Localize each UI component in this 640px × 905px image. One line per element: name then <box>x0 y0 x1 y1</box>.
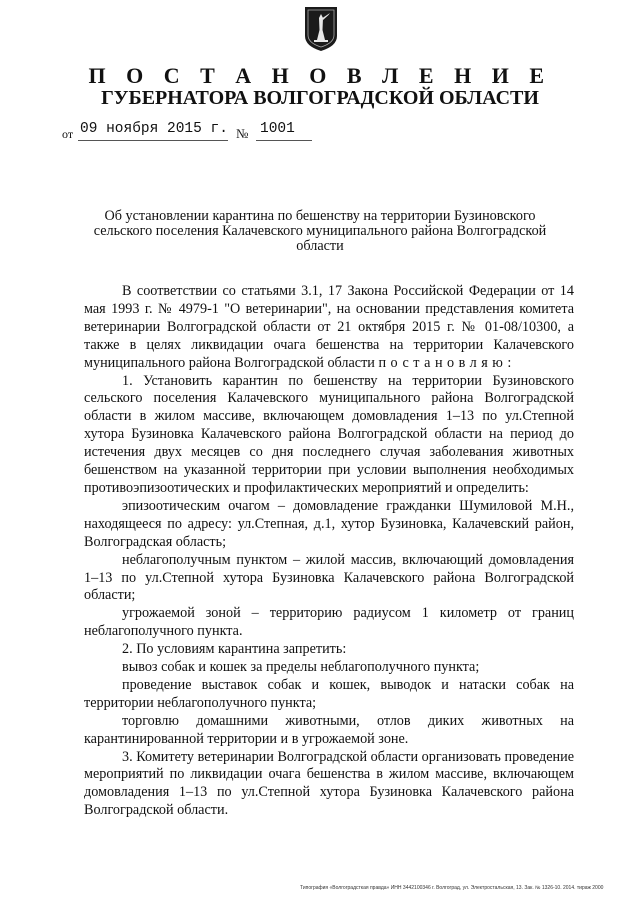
resolution-keyword: постановляю: <box>378 354 516 371</box>
clause-2-exhibition-ban: проведение выставок собак и кошек, выводок и натаски собак на территории неблагополучного пункта; <box>84 676 574 711</box>
number-underline <box>256 140 312 141</box>
document-type-title: П О С Т А Н О В Л Е Н И Е <box>88 63 552 88</box>
clause-2: 2. По условиям карантина запретить: <box>122 641 347 658</box>
clause-1-focus: эпизоотическим очагом – домовладение гражданки Шумиловой М.Н., находящееся по адресу: ул.Степная, д.1, хутор Бузиновка, Калачевский район, Волгоградская область; <box>84 497 574 550</box>
clause-3: 3. Комитету ветеринарии Волгоградской области организовать проведение мероприятий по ликвидации очага бешенства в жилом массиве, включающем домовладения 1–13 по ул.Степной хутора Бузиновка Калачевского района Волгоградской области. <box>84 748 574 819</box>
intro-paragraph <box>84 283 574 373</box>
issuer-title: ГУБЕРНАТОРА ВОЛГОГРАДСКОЙ ОБЛАСТИ <box>101 87 539 109</box>
clause-1: 1. Установить карантин по бешенству на территории Бузиновского сельского поселения Калачевского муниципального района Волгоградской области в жилом массиве, включающем домовладения 1–13 по ул.Степной хутора Бузиновка Калачевского района Волгоградской области на период до истечения двух месяцев со дня последнего случая заболевания животных бешенством на указанной территории при условии выполнения необходимых противоэпизоотических и профилактических мероприятий и определить: <box>84 372 574 496</box>
document-subject: Об установлении карантина по бешенству на территории Бузиновского сельского поселения Калачевского муниципального района Волгоградской области <box>93 208 547 254</box>
clause-1-area: неблагополучным пунктом – жилой массив, включающий домовладения 1–13 по ул.Степной хутора Бузиновка Калачевского района Волгоградской области; <box>84 551 574 604</box>
clause-2-export-ban: вывоз собак и кошек за пределы неблагополучного пункта; <box>122 659 480 676</box>
coat-of-arms-emblem <box>304 6 338 52</box>
intro-text: В соответствии со статьями 3.1, 17 Закона Российской Федерации от 14 мая 1993 г. № 4979-1 "О ветеринарии", на основании представления комитета ветеринарии Волгоградской области от 21 октября 2015 г. № 01-08/10300, а также в целях ликвидации очага бешенства на территории Калачевского муниципального района Волгоградской области <box>84 283 574 371</box>
document-body <box>84 283 574 820</box>
date-underline <box>78 140 228 141</box>
clause-1-zone: угрожаемой зоной – территорию радиусом 1 километр от границ неблагополучного пункта. <box>84 605 574 640</box>
document-date: 09 ноября 2015 г. <box>80 121 228 137</box>
date-prefix: от <box>62 127 74 141</box>
clause-2-trade-ban: торговлю домашними животными, отлов диких животных на карантинированной территории и в угрожаемой зоне. <box>84 712 574 747</box>
printer-footer: Типография «Волгоградсткая правда» ИНН 3442100346 г. Волгоград, ул. Электростальская, 13. Зак. № 1326-10. 2014. тираж 2000 <box>300 885 604 891</box>
number-prefix: № <box>236 126 249 141</box>
document-number: 1001 <box>260 121 295 137</box>
